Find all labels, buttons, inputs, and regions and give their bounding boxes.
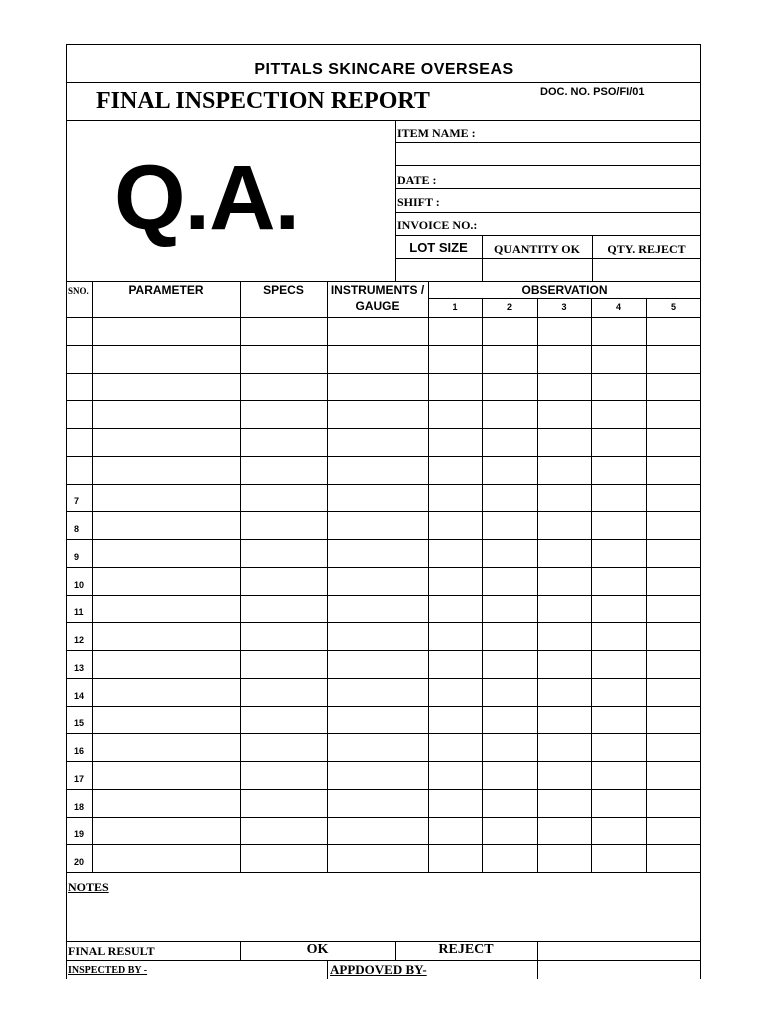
grid-line [66, 456, 701, 457]
grid-line [592, 235, 593, 282]
row-number: 9 [74, 552, 80, 562]
row-number: 12 [74, 635, 85, 645]
grid-line [66, 844, 701, 845]
grid-line [66, 567, 701, 568]
grid-line [66, 595, 701, 596]
company-name: PITTALS SKINCARE OVERSEAS [254, 61, 514, 78]
grid-line [66, 373, 701, 374]
grid-line [537, 298, 538, 873]
observation-col-5: 5 [670, 302, 676, 312]
instruments-header: INSTRUMENTS / [330, 283, 425, 297]
date-label: DATE : [397, 173, 437, 187]
quantity-ok-label: QUANTITY OK [494, 242, 580, 256]
grid-line [327, 281, 328, 873]
observation-col-4: 4 [615, 302, 621, 312]
grid-line [66, 733, 701, 734]
sno-header: SNO. [68, 286, 89, 296]
grid-line [66, 706, 701, 707]
row-number: 20 [74, 857, 85, 867]
grid-line [66, 317, 701, 318]
grid-line [482, 235, 483, 282]
observation-header: OBSERVATION [521, 283, 608, 297]
grid-line [537, 941, 538, 979]
grid-line [66, 872, 701, 873]
inspected-by-label: INSPECTED BY - [68, 965, 148, 976]
grid-line [66, 678, 701, 679]
row-number: 16 [74, 746, 85, 756]
grid-line [66, 960, 701, 961]
row-number: 18 [74, 802, 85, 812]
row-number: 8 [74, 524, 80, 534]
observation-col-3: 3 [561, 302, 567, 312]
grid-line [591, 298, 592, 873]
grid-line [66, 44, 701, 45]
row-number: 15 [74, 718, 85, 728]
lot-size-label: LOT SIZE [409, 240, 468, 255]
grid-line [240, 941, 241, 961]
row-number: 17 [74, 774, 85, 784]
grid-line [395, 142, 701, 143]
grid-line [92, 281, 93, 873]
grid-line [428, 298, 701, 299]
observation-col-1: 1 [452, 302, 458, 312]
grid-line [646, 298, 647, 873]
row-number: 13 [74, 663, 85, 673]
grid-line [240, 281, 241, 873]
item-name-label: ITEM NAME : [397, 126, 476, 140]
grid-line [395, 258, 701, 259]
grid-line [66, 761, 701, 762]
row-number: 14 [74, 691, 85, 701]
grid-line [66, 539, 701, 540]
grid-line [395, 941, 396, 961]
row-number: 7 [74, 496, 80, 506]
specs-header: SPECS [263, 283, 304, 297]
grid-line [482, 298, 483, 873]
grid-line [66, 345, 701, 346]
grid-line [428, 281, 429, 873]
gauge-header: GAUGE [355, 299, 400, 313]
qty-reject-label: QTY. REJECT [607, 242, 686, 256]
grid-line [66, 817, 701, 818]
grid-line [66, 281, 701, 282]
qa-label: Q.A. [114, 147, 300, 249]
grid-line [66, 941, 701, 942]
approved-by-label: APPDOVED BY- [330, 962, 427, 977]
grid-line [66, 511, 701, 512]
shift-label: SHIFT : [397, 195, 440, 209]
grid-line [395, 235, 701, 236]
row-number: 11 [74, 607, 84, 617]
grid-line [327, 960, 328, 979]
grid-line [395, 212, 701, 213]
grid-line [66, 622, 701, 623]
invoice-no-label: INVOICE NO.: [397, 218, 478, 232]
ok-label: OK [306, 942, 329, 957]
row-number: 19 [74, 829, 85, 839]
observation-col-2: 2 [506, 302, 512, 312]
grid-line [66, 484, 701, 485]
parameter-header: PARAMETER [128, 283, 204, 297]
notes-label: NOTES [68, 880, 109, 894]
grid-line [66, 650, 701, 651]
report-title: FINAL INSPECTION REPORT [96, 88, 430, 114]
grid-line [66, 789, 701, 790]
grid-line [395, 188, 701, 189]
grid-line [66, 400, 701, 401]
grid-line [66, 428, 701, 429]
grid-line [66, 82, 701, 83]
reject-label: REJECT [438, 942, 494, 957]
grid-line [395, 165, 701, 166]
grid-line [66, 120, 701, 121]
row-number: 10 [74, 580, 85, 590]
final-result-label: FINAL RESULT [68, 944, 155, 958]
doc-number: DOC. NO. PSO/FI/01 [540, 86, 645, 98]
